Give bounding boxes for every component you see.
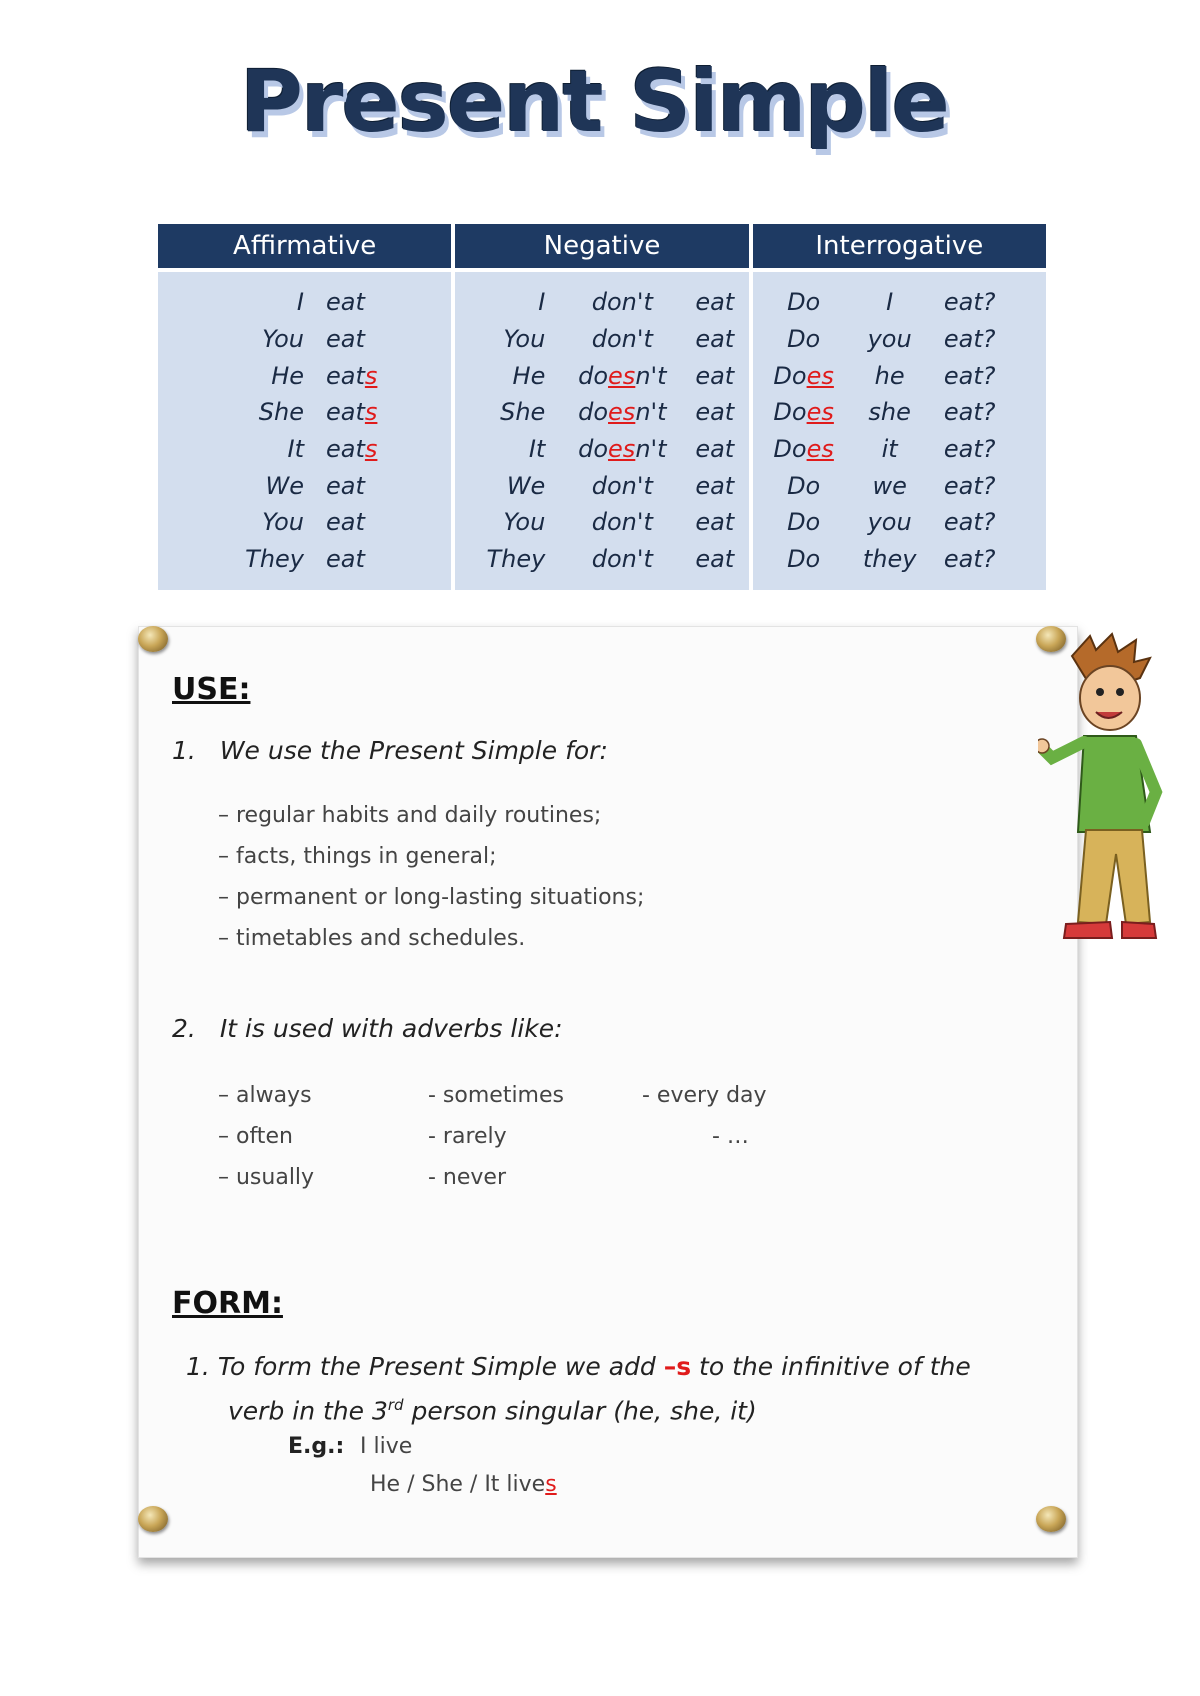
use-point2-number: 2. [172,1014,196,1043]
pronoun: I [538,288,546,317]
interrogative-row [753,541,1046,578]
adverb-sometimes: - sometimes [428,1083,564,1108]
use-point2-text: It is used with adverbs like: [219,1014,563,1043]
header-affirmative: Affirmative [158,224,451,272]
verb: eats [326,361,378,390]
interrogative-row [753,431,1046,468]
verb: eats [326,398,378,427]
negative-row [455,357,748,394]
pin-top-left [138,626,168,652]
eg-line2-pre: He / She / It live [370,1472,546,1497]
adverb-always: – always [218,1083,312,1108]
negative-column [455,224,748,590]
verb: eat [326,288,365,317]
pronoun: We [506,471,546,500]
page-title: Present Simple [240,52,948,152]
affirmative-row [158,541,451,578]
eg-label: E.g.: [288,1434,345,1459]
auxiliary: Do [787,325,821,354]
interrogative-row [753,504,1046,541]
pronoun: You [503,325,546,354]
verb: eat? [943,545,996,574]
use-bullet-4: – timetables and schedules. [218,926,526,951]
suffix-s: s [364,398,378,427]
eg-line2-suffix: s [545,1472,557,1497]
affirmative-body [158,272,451,590]
suffix-s: s [364,435,378,464]
verb: eat? [943,508,996,537]
pronoun: They [245,545,304,574]
pronoun: She [500,398,546,427]
eg-line1: I live [360,1434,413,1459]
pronoun: He [512,361,546,390]
pronoun: You [503,508,546,537]
use-point1-text: We use the Present Simple for: [219,736,608,765]
header-interrogative: Interrogative [753,224,1046,272]
conjugation-table [158,224,1046,590]
interrogative-row [753,467,1046,504]
adverb-usually: – usually [218,1165,315,1190]
verb: eat [326,508,365,537]
form-point1-number: 1. [186,1352,210,1381]
auxiliary: don't [591,325,653,354]
verb: eat [695,361,735,390]
adverb-etc: - … [712,1124,749,1149]
auxiliary: Do [787,508,821,537]
suffix-es: es [608,361,636,390]
interrogative-row [753,394,1046,431]
auxiliary-end: n't [635,398,667,427]
pronoun: You [262,325,304,354]
suffix-es: es [806,361,834,390]
adverb-rarely: - rarely [428,1124,507,1149]
auxiliary: doesn't [578,435,667,464]
header-negative: Negative [455,224,748,272]
negative-row [455,284,748,321]
use-bullet-2: – facts, things in general; [218,844,497,869]
negative-row [455,431,748,468]
verb: eat [326,471,365,500]
affirmative-row [158,504,451,541]
pronoun: I [296,288,304,317]
pronoun: It [287,435,304,464]
eg-line2 [370,1472,557,1497]
pronoun: You [262,508,304,537]
pronoun: they [862,545,917,574]
verb: eat [695,398,735,427]
suffix-s: s [364,361,378,390]
interrogative-column [753,224,1046,590]
form-point1-line1 [186,1352,971,1381]
suffix-es: es [806,398,834,427]
verb: eat? [943,361,996,390]
pronoun: We [265,471,304,500]
negative-row [455,394,748,431]
affirmative-row [158,431,451,468]
auxiliary: don't [591,508,653,537]
auxiliary: Do [787,288,821,317]
verb: eat [695,471,735,500]
pronoun: he [874,361,905,390]
use-point2 [172,1014,563,1043]
suffix-es: es [608,398,636,427]
notice-board [138,626,1078,1558]
verb: eat? [943,435,996,464]
verb: eat? [943,471,996,500]
adverb-never: - never [428,1165,507,1190]
affirmative-row [158,394,451,431]
form-line1-pre: To form the Present Simple we add [217,1352,664,1381]
form-line2-sup: rd [387,1396,404,1414]
negative-row [455,321,748,358]
negative-row [455,467,748,504]
verb: eat [695,288,735,317]
auxiliary: don't [591,471,653,500]
use-bullet-1: – regular habits and daily routines; [218,803,602,828]
form-point1-line2 [228,1396,757,1425]
interrogative-row [753,357,1046,394]
interrogative-row [753,284,1046,321]
use-bullet-3: – permanent or long-lasting situations; [218,885,645,910]
adverb-often: – often [218,1124,293,1149]
auxiliary: doesn't [578,398,667,427]
auxiliary: don't [591,288,653,317]
pronoun: It [528,435,546,464]
pronoun: she [868,398,911,427]
suffix-es: es [608,435,636,464]
pronoun: it [881,435,898,464]
auxiliary-end: n't [635,361,667,390]
verb: eat [326,545,365,574]
verb: eat [695,325,735,354]
cartoon-boy-illustration [1038,632,1174,952]
use-point1-number: 1. [172,736,196,765]
suffix-es: es [806,435,834,464]
pin-bottom-right [1036,1506,1066,1532]
form-line1-post: to the infinitive of the [691,1352,971,1381]
affirmative-row [158,467,451,504]
pronoun: He [271,361,304,390]
auxiliary: Does [773,398,834,427]
pronoun: you [867,325,912,354]
use-heading: USE: [172,672,251,707]
auxiliary: Do [787,545,821,574]
affirmative-row [158,357,451,394]
pronoun: you [867,508,912,537]
auxiliary: don't [591,545,653,574]
auxiliary: Does [773,435,834,464]
verb: eat? [943,288,996,317]
pronoun: She [258,398,304,427]
verb: eat? [943,325,996,354]
use-point1 [172,736,608,765]
form-heading: FORM: [172,1286,283,1321]
affirmative-column [158,224,451,590]
pronoun: They [486,545,546,574]
affirmative-row [158,321,451,358]
form-line1-suffix: –s [663,1352,692,1381]
negative-body [455,272,748,590]
pin-bottom-left [138,1506,168,1532]
negative-row [455,504,748,541]
verb: eat? [943,398,996,427]
verb: eat [695,508,735,537]
pronoun: we [872,471,907,500]
verb: eat [695,545,735,574]
pronoun: I [886,288,894,317]
affirmative-row [158,284,451,321]
verb: eat [695,435,735,464]
auxiliary: doesn't [578,361,667,390]
interrogative-body [753,272,1046,590]
form-line2-pre: verb in the 3 [228,1396,388,1426]
auxiliary: Do [787,471,821,500]
auxiliary-end: n't [635,435,667,464]
verb: eat [326,325,365,354]
auxiliary: Does [773,361,834,390]
adverb-every-day: - every day [642,1083,767,1108]
interrogative-row [753,321,1046,358]
negative-row [455,541,748,578]
form-line2-post: person singular (he, she, it) [403,1396,757,1426]
verb: eats [326,435,378,464]
